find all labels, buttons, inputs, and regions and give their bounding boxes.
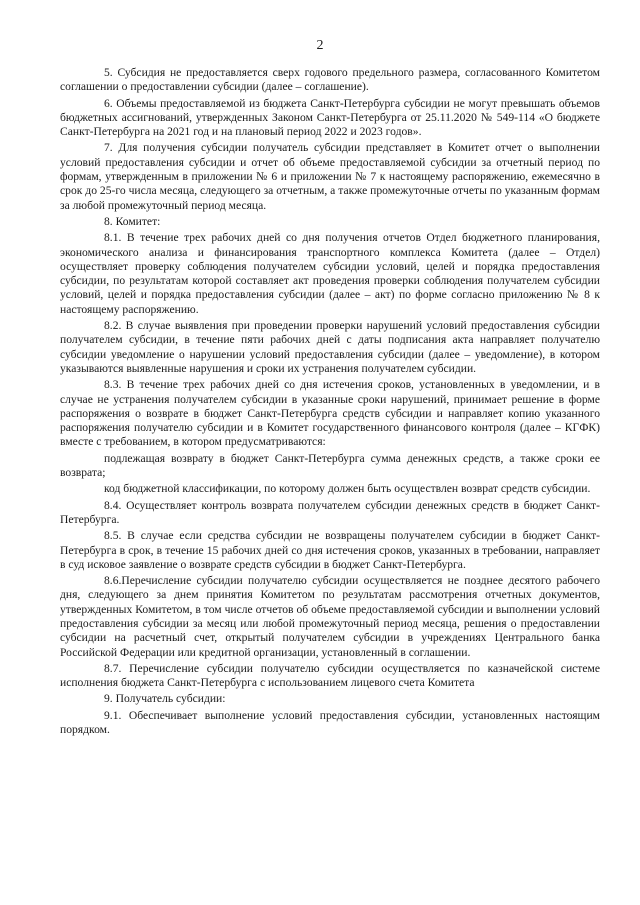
paragraph-9: 9. Получатель субсидии: [104,692,226,706]
paragraph-8-4: 8.4. Осуществляет контроль возврата получателем субсидии денежных средств в бюджет Санкт-Петербурга. [60,498,600,526]
paragraph-8-5: 8.5. В случае если средства субсидии не возвращены получателем субсидии в бюджет Санкт-Петербурга в срок, в течение 15 рабочих дней со дня истечения сроков, указанных в требовании, направляет в суд исковое заявление о возврате средств субсидии в бюджет Санкт-Петербурга. [60,529,600,571]
document-body [60,66,600,737]
paragraph-8-3: 8.3. В течение трех рабочих дней со дня истечения сроков, установленных в уведомлении, и в случае не устранения получателем субсидии в указанные сроки нарушений, принимает решение в форме распоряжения о возврате в бюджет Санкт-Петербурга средств субсидии и направляет копию указанного распоряжения получателю субсидии и в Комитет государственного финансового контроля (далее – КГФК) вместе с требованием, в котором предусматриваются: [60,378,600,449]
paragraph-9-1: 9.1. Обеспечивает выполнение условий предоставления субсидии, установленных настоящим порядком. [60,708,600,737]
paragraph-8-2: 8.2. В случае выявления при проведении проверки нарушений условий предоставления субсидии получателем субсидии, в течение пяти рабочих дней с даты подписания акта направляет получателю субсидии уведомление о нарушении условий предоставления субсидии (далее – уведомление), в котором указываются выявленные нарушения и сроки их устранения получателем субсидии. [60,319,600,375]
paragraph-8-1: 8.1. В течение трех рабочих дней со дня получения отчетов Отдел бюджетного планирования, экономического анализа и финансирования транспортного комплекса Комитета (далее – Отдел) осуществляет проверку соблюдения получателем субсидии условий, целей и порядка предоставления субсидии, по результатам которой составляет акт проведения проверки соблюдения получателем субсидии условий, целей и порядка предоставления субсидии (далее – акт) по форме согласно приложению № 8 к настоящему распоряжению. [60,231,600,316]
paragraph-8-6: 8.6.Перечисление субсидии получателю субсидии осуществляется не позднее десятого рабочего дня, следующего за днем принятия Комитетом по результатам рассмотрения отчетных документов, утвержденных Комитетом, в том числе отчетов об объеме предоставляемой субсидии и выполнении условий предоставления субсидии за месяц или любой промежуточный период месяца, решения о предоставлении субсидии на расчетный счет, открытый получателем субсидии в учреждениях Центрального банка Российской Федерации или кредитной организации, установленный в соглашении. [60,574,600,659]
paragraph-8-7: 8.7. Перечисление субсидии получателю субсидии осуществляется по казначейской системе исполнения бюджета Санкт-Петербурга с использованием лицевого счета Комитета [60,661,600,690]
paragraph-5: 5. Субсидия не предоставляется сверх годового предельного размера, согласованного Комитетом соглашении о предоставлении субсидии (далее – соглашение). [60,66,600,94]
paragraph-7: 7. Для получения субсидии получатель субсидии представляет в Комитет отчет о выполнении условий предоставления субсидии и отчет об объеме предоставляемой субсидии за отчетный период по формам, утвержденным в приложении № 6 и приложении № 7 к настоящему распоряжению, ежемесячно в срок до 25-го числа месяца, следующего за отчетным, а также промежуточные отчеты по указанным формам за любой промежуточный период месяца. [60,141,600,212]
page-number: 2 [316,38,324,53]
paragraph-8-3-item-amount: подлежащая возврату в бюджет Санкт-Петербурга сумма денежных средств, а также сроки ее возврата; [60,451,600,480]
paragraph-6: 6. Объемы предоставляемой из бюджета Санкт-Петербурга субсидии не могут превышать объемов бюджетных ассигнований, утвержденных Законом Санкт-Петербурга от 25.11.2020 № 549-114 «О бюджете Санкт-Петербурга на 2021 год и на плановый период 2022 и 2023 годов». [60,96,600,139]
paragraph-8-3-item-code: код бюджетной классификации, по которому должен быть осуществлен возврат средств субсидии. [104,482,591,496]
paragraph-8: 8. Комитет: [104,214,161,228]
